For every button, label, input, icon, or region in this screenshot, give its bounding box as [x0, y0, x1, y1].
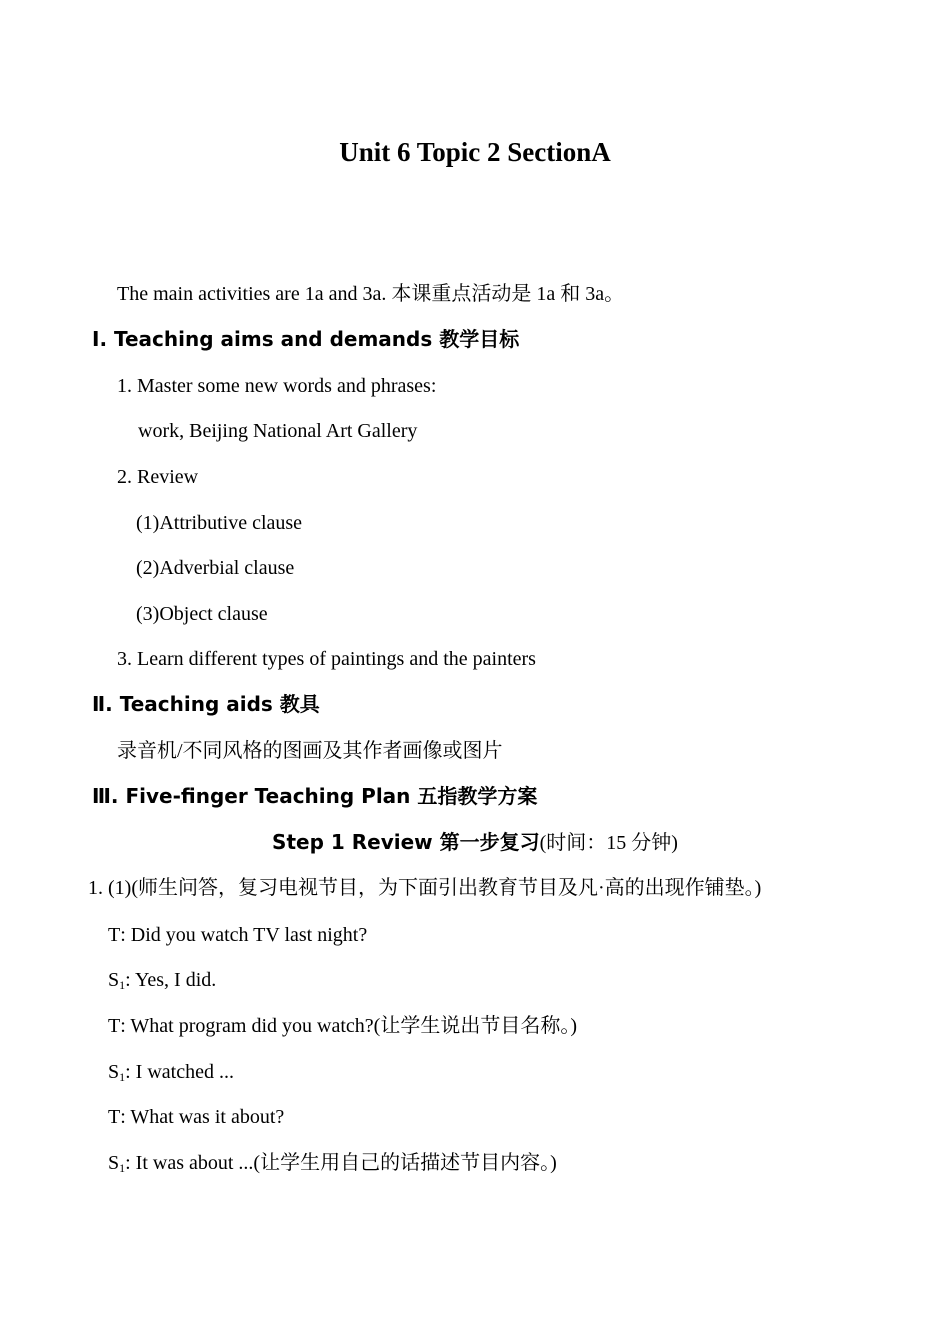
page-title: Unit 6 Topic 2 SectionA	[339, 137, 611, 167]
aim-item-2-sub-2: (2)Adverbial clause	[136, 557, 295, 579]
aim-item-1: 1. Master some new words and phrases:	[117, 375, 437, 397]
aim-item-1-words: work, Beijing National Art Gallery	[138, 420, 418, 442]
speaker-subscript: 1	[119, 1161, 126, 1175]
speaker: T	[108, 1106, 121, 1128]
speaker-subscript: 1	[119, 1070, 126, 1084]
aim-item-2-sub-1: (1)Attributive clause	[136, 512, 303, 534]
utterance: : Yes, I did.	[125, 969, 217, 991]
section-3-heading: Ⅲ. Five-finger Teaching Plan 五指教学方案	[92, 784, 538, 808]
teaching-aids-text: 录音机/不同风格的图画及其作者画像或图片	[117, 740, 503, 762]
speaker: S	[108, 969, 120, 991]
utterance: : Did you watch TV last night?	[120, 924, 368, 946]
aim-item-3: 3. Learn different types of paintings and the painters	[117, 648, 536, 670]
dialogue-line	[108, 1151, 557, 1175]
dialogue-intro: 1. (1)(师生问答，复习电视节目，为下面引出教育节目及凡·高的出现作铺垫。)	[88, 877, 762, 899]
intro-text: The main activities are 1a and 3a. 本课重点活动是 1a 和 3a。	[117, 283, 625, 305]
dialogue-line	[108, 923, 367, 947]
speaker: T	[108, 1015, 121, 1037]
utterance: : What was it about?	[120, 1106, 285, 1128]
step-1-label: Step 1 Review 第一步复习	[272, 830, 540, 854]
speaker: T	[108, 924, 121, 946]
utterance: : I watched ...	[125, 1061, 234, 1083]
speaker: S	[108, 1061, 120, 1083]
speaker-subscript: 1	[119, 978, 126, 992]
speaker: S	[108, 1152, 120, 1174]
step-1-heading	[0, 830, 950, 855]
aim-item-2-sub-3: (3)Object clause	[136, 603, 268, 625]
section-2-heading: Ⅱ. Teaching aids 教具	[92, 692, 320, 716]
section-1-heading: Ⅰ. Teaching aims and demands 教学目标	[92, 327, 520, 351]
dialogue-line	[108, 1105, 284, 1129]
step-1-time: (时间：15 分钟)	[539, 832, 678, 854]
dialogue-line	[108, 1060, 234, 1084]
aim-item-2: 2. Review	[117, 466, 199, 488]
utterance: : It was about ...(让学生用自己的话描述节目内容。)	[125, 1152, 557, 1174]
utterance: : What program did you watch?(让学生说出节目名称。)	[120, 1015, 577, 1037]
dialogue-line	[108, 1014, 577, 1038]
dialogue-line	[108, 968, 216, 992]
